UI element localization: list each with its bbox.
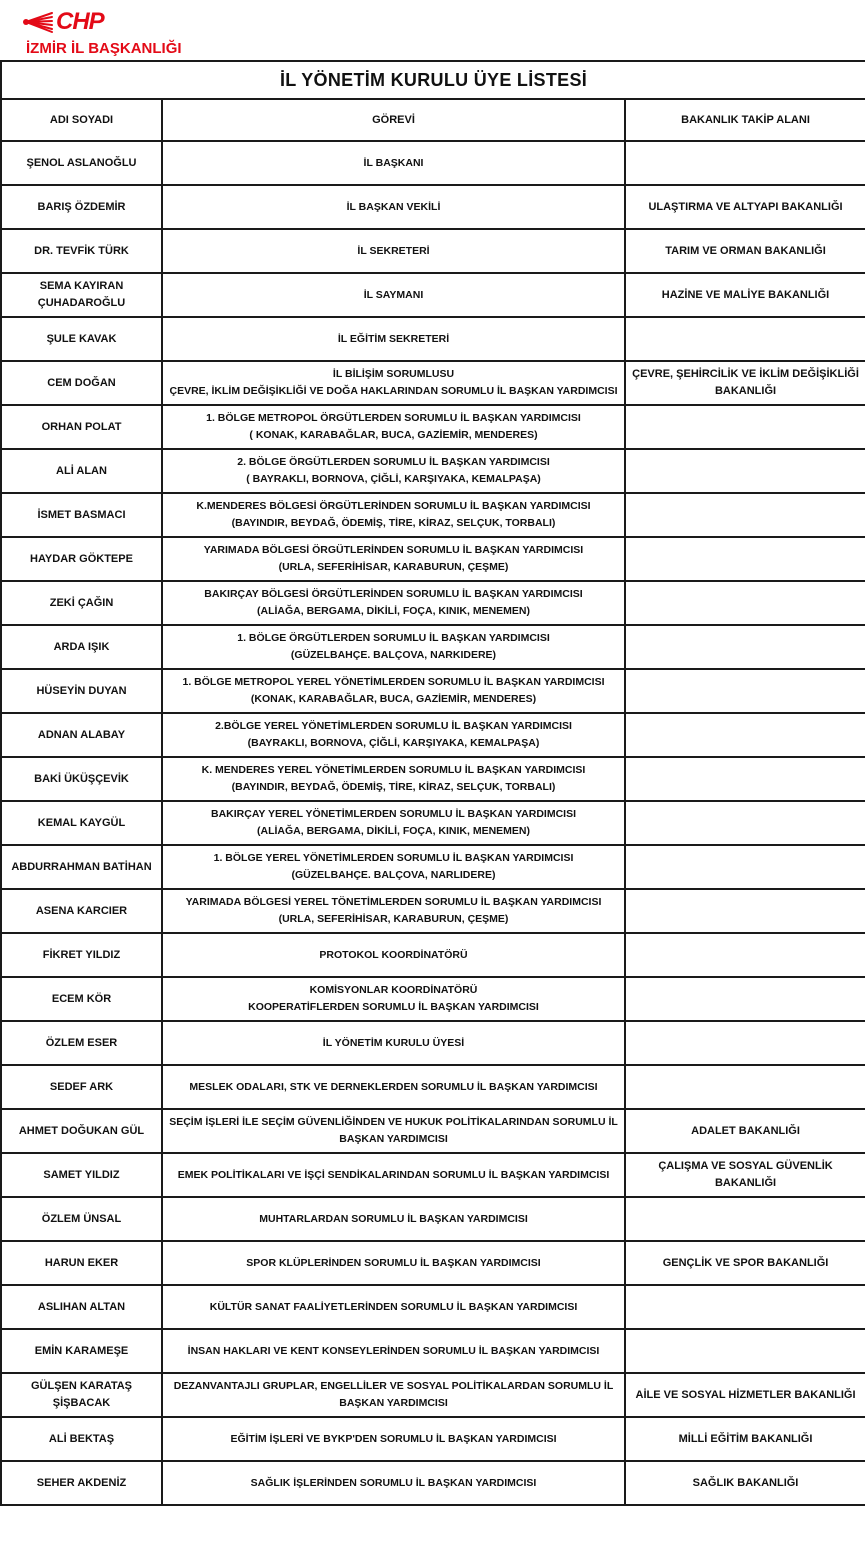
role-line: KOMİSYONLAR KOORDİNATÖRÜ [309,984,478,996]
member-name: İSMET BASMACI [1,493,162,537]
table-row [1,361,865,405]
member-role [162,405,625,449]
member-ministry [625,625,865,669]
table-row [1,1417,865,1461]
member-role [162,361,625,405]
role-line: (URLA, SEFERİHİSAR, KARABURUN, ÇEŞME) [278,561,509,573]
role-line: ( KONAK, KARABAĞLAR, BUCA, GAZİEMİR, MENDERES) [249,429,538,441]
member-ministry: ADALET BAKANLIĞI [625,1109,865,1153]
role-line: (ALİAĞA, BERGAMA, DİKİLİ, FOÇA, KINIK, MENEMEN) [257,605,530,617]
member-role [162,581,625,625]
member-name: HAYDAR GÖKTEPE [1,537,162,581]
member-name: ŞULE KAVAK [1,317,162,361]
member-table [0,60,865,1506]
role-line: (BAYINDIR, BEYDAĞ, ÖDEMİŞ, TİRE, KİRAZ, SELÇUK, TORBALI) [231,517,556,529]
member-name: SEHER AKDENİZ [1,1461,162,1505]
member-role [162,449,625,493]
member-name: ECEM KÖR [1,977,162,1021]
member-role [162,1285,625,1329]
table-row [1,1021,865,1065]
member-name: ALİ BEKTAŞ [1,1417,162,1461]
member-role [162,889,625,933]
member-name: ÖZLEM ESER [1,1021,162,1065]
role-line: PROTOKOL KOORDİNATÖRÜ [319,948,468,961]
member-role [162,537,625,581]
column-header-name: ADI SOYADI [1,99,162,141]
table-row [1,229,865,273]
column-header-role: GÖREVİ [162,99,625,141]
role-line: KÜLTÜR SANAT FAALİYETLERİNDEN SORUMLU İL BAŞKAN YARDIMCISI [209,1300,578,1313]
role-line: (URLA, SEFERİHİSAR, KARABURUN, ÇEŞME) [278,913,509,925]
member-role [162,185,625,229]
role-line: 2.BÖLGE YEREL YÖNETİMLERDEN SORUMLU İL BAŞKAN YARDIMCISI [215,720,572,732]
role-line: (KONAK, KARABAĞLAR, BUCA, GAZİEMİR, MENDERES) [250,693,537,705]
member-role [162,1373,625,1417]
six-arrows-icon [22,10,56,34]
member-name: HARUN EKER [1,1241,162,1285]
member-role [162,1021,625,1065]
member-ministry [625,933,865,977]
table-row [1,1109,865,1153]
role-line: İL BAŞKANI [363,156,424,169]
member-role [162,1241,625,1285]
member-ministry [625,405,865,449]
column-header-ministry: BAKANLIK TAKİP ALANI [625,99,865,141]
member-ministry: TARIM VE ORMAN BAKANLIĞI [625,229,865,273]
table-row [1,757,865,801]
member-ministry [625,889,865,933]
member-ministry: SAĞLIK BAKANLIĞI [625,1461,865,1505]
member-name: ARDA IŞIK [1,625,162,669]
role-line: 1. BÖLGE ÖRGÜTLERDEN SORUMLU İL BAŞKAN YARDIMCISI [237,632,550,644]
table-body [1,141,865,1505]
member-ministry: ÇALIŞMA VE SOSYAL GÜVENLİK BAKANLIĞI [625,1153,865,1197]
member-name: ASLIHAN ALTAN [1,1285,162,1329]
member-name: ADNAN ALABAY [1,713,162,757]
role-line: BAŞKAN YARDIMCISI [339,1397,448,1409]
member-ministry [625,1065,865,1109]
table-row [1,1241,865,1285]
member-name: ŞENOL ASLANOĞLU [1,141,162,185]
member-role [162,757,625,801]
role-line: (BAYRAKLI, BORNOVA, ÇİĞLİ, KARŞIYAKA, KEMALPAŞA) [247,737,540,749]
member-ministry: AİLE VE SOSYAL HİZMETLER BAKANLIĞI [625,1373,865,1417]
member-ministry: GENÇLİK VE SPOR BAKANLIĞI [625,1241,865,1285]
table-row [1,933,865,977]
table-row [1,185,865,229]
member-role [162,1197,625,1241]
member-role [162,625,625,669]
member-ministry [625,1021,865,1065]
member-role [162,493,625,537]
role-line: (ALİAĞA, BERGAMA, DİKİLİ, FOÇA, KINIK, MENEMEN) [257,825,530,837]
member-name: EMİN KARAMEŞE [1,1329,162,1373]
member-role [162,977,625,1021]
member-ministry [625,1329,865,1373]
member-role [162,713,625,757]
member-name: SEDEF ARK [1,1065,162,1109]
member-name: BAKİ ÜKÜŞÇEVİK [1,757,162,801]
member-role [162,1461,625,1505]
member-role [162,141,625,185]
role-line: YARIMADA BÖLGESİ YEREL TÖNETİMLERDEN SORUMLU İL BAŞKAN YARDIMCISI [185,896,602,908]
organization-name: İZMİR İL BAŞKANLIĞI [26,40,182,57]
role-line: DEZANVANTAJLI GRUPLAR, ENGELLİLER VE SOSYAL POLİTİKALARDAN SORUMLU İL [173,1380,614,1392]
member-role [162,317,625,361]
table-row [1,493,865,537]
table-row [1,1197,865,1241]
role-line: İL EĞİTİM SEKRETERİ [337,332,450,345]
table-row [1,273,865,317]
table-row [1,141,865,185]
member-ministry [625,493,865,537]
role-line: 2. BÖLGE ÖRGÜTLERDEN SORUMLU İL BAŞKAN YARDIMCISI [237,456,550,468]
member-name: ALİ ALAN [1,449,162,493]
member-ministry [625,449,865,493]
table-row [1,449,865,493]
table-row [1,405,865,449]
member-ministry [625,317,865,361]
member-role [162,1065,625,1109]
member-name: FİKRET YILDIZ [1,933,162,977]
role-line: SAĞLIK İŞLERİNDEN SORUMLU İL BAŞKAN YARDIMCISI [250,1476,537,1489]
table-row [1,889,865,933]
role-line: MUHTARLARDAN SORUMLU İL BAŞKAN YARDIMCISI [259,1212,528,1225]
logo-text: CHP [56,8,104,35]
member-name: ÖZLEM ÜNSAL [1,1197,162,1241]
member-ministry [625,537,865,581]
page-header [0,0,865,62]
member-name: GÜLŞEN KARATAŞ ŞİŞBACAK [1,1373,162,1417]
member-name: KEMAL KAYGÜL [1,801,162,845]
role-line: K.MENDERES BÖLGESİ ÖRGÜTLERİNDEN SORUMLU İL BAŞKAN YARDIMCISI [196,500,591,512]
table-row [1,581,865,625]
member-name: SEMA KAYIRAN ÇUHADAROĞLU [1,273,162,317]
role-line: YARIMADA BÖLGESİ ÖRGÜTLERİNDEN SORUMLU İL BAŞKAN YARDIMCISI [203,544,584,556]
role-line: İNSAN HAKLARI VE KENT KONSEYLERİNDEN SORUMLU İL BAŞKAN YARDIMCISI [187,1344,600,1357]
table-row [1,801,865,845]
member-ministry [625,977,865,1021]
table-row [1,1153,865,1197]
member-ministry [625,669,865,713]
member-name: ORHAN POLAT [1,405,162,449]
member-name: ASENA KARCIER [1,889,162,933]
member-name: DR. TEVFİK TÜRK [1,229,162,273]
role-line: İL SAYMANI [363,288,424,301]
member-name: AHMET DOĞUKAN GÜL [1,1109,162,1153]
member-name: CEM DOĞAN [1,361,162,405]
table-row [1,1285,865,1329]
table-row [1,1461,865,1505]
member-ministry [625,845,865,889]
member-ministry: MİLLİ EĞİTİM BAKANLIĞI [625,1417,865,1461]
table-row [1,537,865,581]
table-row [1,1329,865,1373]
role-line: EĞİTİM İŞLERİ VE BYKP'DEN SORUMLU İL BAŞKAN YARDIMCISI [230,1432,557,1445]
table-row [1,1373,865,1417]
role-line: İL SEKRETERİ [357,244,430,257]
member-ministry [625,141,865,185]
table-row [1,845,865,889]
member-role [162,933,625,977]
role-line: SEÇİM İŞLERİ İLE SEÇİM GÜVENLİĞİNDEN VE HUKUK POLİTİKALARINDAN SORUMLU İL [169,1116,618,1128]
member-role [162,669,625,713]
member-name: HÜSEYİN DUYAN [1,669,162,713]
member-role [162,801,625,845]
role-line: İL BİLİŞİM SORUMLUSU [332,368,455,380]
member-name: ZEKİ ÇAĞIN [1,581,162,625]
role-line: BAKIRÇAY YEREL YÖNETİMLERDEN SORUMLU İL BAŞKAN YARDIMCISI [210,808,577,820]
role-line: 1. BÖLGE YEREL YÖNETİMLERDEN SORUMLU İL BAŞKAN YARDIMCISI [213,852,574,864]
member-role [162,229,625,273]
role-line: MESLEK ODALARI, STK VE DERNEKLERDEN SORUMLU İL BAŞKAN YARDIMCISI [189,1080,598,1093]
chp-logo [22,8,112,38]
role-line: ( BAYRAKLI, BORNOVA, ÇİĞLİ, KARŞIYAKA, KEMALPAŞA) [246,473,541,485]
role-line: KOOPERATİFLERDEN SORUMLU İL BAŞKAN YARDIMCISI [248,1001,539,1013]
role-line: ÇEVRE, İKLİM DEĞİŞİKLİĞİ VE DOĞA HAKLARINDAN SORUMLU İL BAŞKAN YARDIMCISI [169,385,618,397]
role-line: (GÜZELBAHÇE. BALÇOVA, NARLIDERE) [291,869,496,881]
member-role [162,1329,625,1373]
member-ministry [625,1285,865,1329]
table-row [1,625,865,669]
member-name: SAMET YILDIZ [1,1153,162,1197]
role-line: K. MENDERES YEREL YÖNETİMLERDEN SORUMLU İL BAŞKAN YARDIMCISI [201,764,586,776]
role-line: EMEK POLİTİKALARI VE İŞÇİ SENDİKALARINDAN SORUMLU İL BAŞKAN YARDIMCISI [177,1168,610,1181]
role-line: İL BAŞKAN VEKİLİ [346,200,441,213]
role-line: 1. BÖLGE METROPOL ÖRGÜTLERDEN SORUMLU İL BAŞKAN YARDIMCISI [206,412,581,424]
table-row [1,713,865,757]
table-row [1,669,865,713]
member-role [162,1109,625,1153]
member-role [162,273,625,317]
role-line: (GÜZELBAHÇE. BALÇOVA, NARKIDERE) [290,649,497,661]
role-line: 1. BÖLGE METROPOL YEREL YÖNETİMLERDEN SORUMLU İL BAŞKAN YARDIMCISI [182,676,605,688]
member-role [162,1153,625,1197]
table-row [1,1065,865,1109]
table-row [1,977,865,1021]
member-role [162,845,625,889]
table-row [1,317,865,361]
role-line: (BAYINDIR, BEYDAĞ, ÖDEMİŞ, TİRE, KİRAZ, SELÇUK, TORBALI) [231,781,556,793]
table-title: İL YÖNETİM KURULU ÜYE LİSTESİ [1,61,865,99]
member-name: BARIŞ ÖZDEMİR [1,185,162,229]
member-ministry: ÇEVRE, ŞEHİRCİLİK VE İKLİM DEĞİŞİKLİĞİ BAKANLIĞI [625,361,865,405]
role-line: SPOR KLÜPLERİNDEN SORUMLU İL BAŞKAN YARDIMCISI [246,1256,541,1269]
role-line: İL YÖNETİM KURULU ÜYESİ [322,1036,465,1049]
member-ministry [625,713,865,757]
member-ministry [625,581,865,625]
role-line: BAŞKAN YARDIMCISI [339,1133,448,1145]
role-line: BAKIRÇAY BÖLGESİ ÖRGÜTLERİNDEN SORUMLU İL BAŞKAN YARDIMCISI [204,588,583,600]
member-ministry [625,1197,865,1241]
member-ministry: ULAŞTIRMA VE ALTYAPI BAKANLIĞI [625,185,865,229]
member-ministry [625,757,865,801]
member-role [162,1417,625,1461]
member-name: ABDURRAHMAN BATİHAN [1,845,162,889]
member-ministry: HAZİNE VE MALİYE BAKANLIĞI [625,273,865,317]
member-ministry [625,801,865,845]
